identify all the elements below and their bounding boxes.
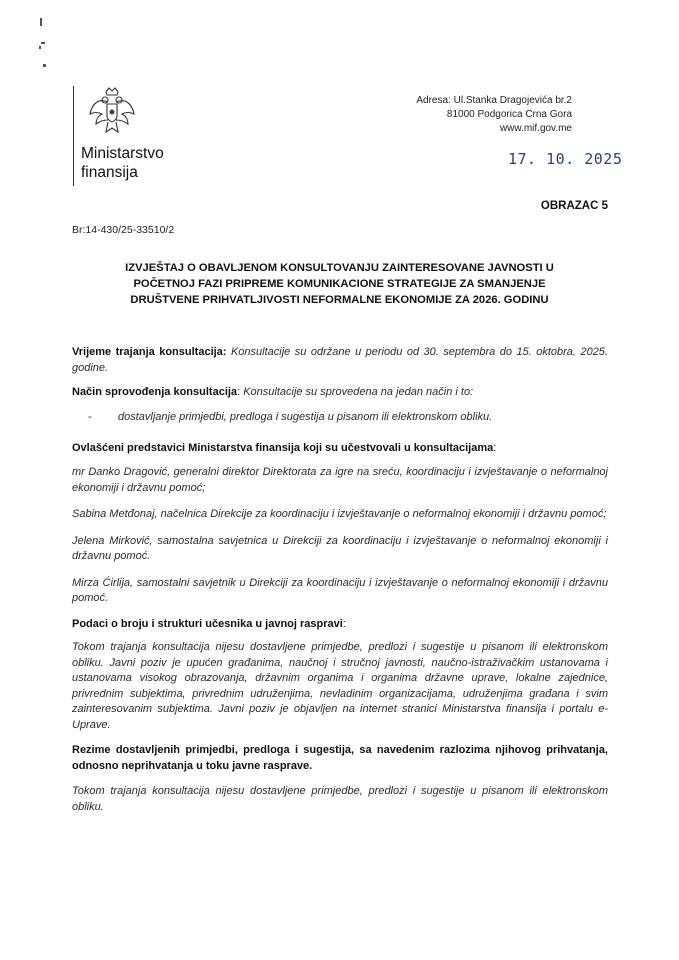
date-stamp: 17. 10. 2025 — [508, 150, 623, 168]
participants-heading: Podaci o broju i strukturi učesnika u javnoj raspravi: — [72, 617, 346, 630]
document-body — [72, 345, 608, 815]
participants-text: Tokom trajanja konsultacija nijesu dostavljene primjedbe, predlozi i sugestije u pisanom ili elektronskom obliku. Javni poziv je upućen građanima, naučnoj i stručnoj javnosti, naučno-istraživačkim ustanovama i ustanovama visokog obrazovanja, državnim organima i organima državne uprave, lokalne zajednice, privrednim subjektima, privrednim udruženjima, nevladinim organizacijama, udruženjima građana i svim zainteresovanim subjektima. Javni poziv je objavljen na internet stranici Ministarstva finansija i portalu e-Uprave. — [72, 641, 608, 731]
summary-text: Tokom trajanja konsultacija nijesu dostavljene primjedbe, predlozi i sugestije u pisanom ili elektronskom obliku. — [72, 785, 608, 813]
representative-4: Mirza Ćirlija, samostalni savjetnik u Direkciji za koordinaciju i izvještavanje o neformalnoj ekonomiji i državnu pomoć. — [72, 576, 608, 604]
montenegro-coat-of-arms-icon — [86, 86, 138, 138]
duration-section: Vrijeme trajanja konsultacija: Konsultacije su održane u periodu od 30. septembra do 15. oktobra. 2025. godine. — [72, 346, 608, 374]
header-divider — [73, 86, 74, 186]
document-title — [72, 260, 607, 308]
reference-number: Br:14-430/25-33510/2 — [72, 224, 175, 236]
method-section: Način sprovođenja konsultacija: Konsultacije su sprovedena na jedan način i to: — [72, 386, 474, 398]
title-line1: IZVJEŠTAJ O OBAVLJENOM KONSULTOVANJU ZAINTERESOVANE JAVNOSTI U — [125, 262, 554, 274]
summary-heading: Rezime dostavljenih primjedbi, predloga i sugestija, sa navedenim razlozima njihovog prihvatanja, odnosno neprihvatanja u toku javne rasprave. — [72, 744, 608, 772]
ministry-name-line1: Ministarstvo — [81, 145, 164, 162]
title-line3: DRUŠTVENE PRIHVATLJIVOSTI NEFORMALNE EKONOMIJE ZA 2026. GODINU — [130, 294, 549, 306]
duration-label: Vrijeme trajanja konsultacija — [72, 346, 223, 358]
address-block — [312, 94, 572, 136]
address-city: 81000 Podgorica Crna Gora — [446, 109, 572, 120]
bullet-dash: - — [88, 410, 92, 423]
method-bullet-text: dostavljanje primjedbi, predloga i sugestija u pisanom ili elektronskom obliku. — [118, 410, 493, 423]
form-label: OBRAZAC 5 — [540, 200, 608, 212]
representative-1: mr Danko Dragović, generalni direktor Direktorata za igre na sreću, koordinaciju i izvještavanje o neformalnoj ekonomiji i državnu pomoć; — [72, 466, 608, 494]
representative-2: Sabina Metđonaj, načelnica Direkcije za koordinaciju i izvještavanje o neformalnoj ekonomiji i državnu pomoć; — [72, 508, 607, 520]
duration-value: Konsultacije su održane u periodu od 30. septembra do 15. oktobra. 2025. godine. — [72, 346, 608, 374]
method-value: Konsultacije su sprovedena na jedan način i to: — [243, 386, 474, 398]
representative-3: Jelena Mirković, samostalna savjetnica u Direkciji za koordinaciju i izvještavanje o neformalnoj ekonomiji i državnu pomoć. — [72, 534, 608, 562]
method-bullet — [72, 410, 608, 425]
ministry-name-line2: finansija — [81, 164, 138, 181]
scan-marks — [36, 18, 50, 70]
method-label: Način sprovođenja konsultacija — [72, 386, 238, 398]
title-line2: POČETNOJ FAZI PRIPREME KOMUNIKACIONE STRATEGIJE ZA SMANJENJE — [133, 278, 546, 290]
representatives-heading: Ovlašćeni predstavici Ministarstva finansija koji su učestvovali u konsultacijama: — [72, 441, 497, 454]
website-link[interactable]: www.mif.gov.me — [499, 123, 572, 134]
address-street: Adresa: Ul.Stanka Dragojevića br.2 — [416, 95, 572, 106]
ministry-name — [81, 144, 164, 182]
